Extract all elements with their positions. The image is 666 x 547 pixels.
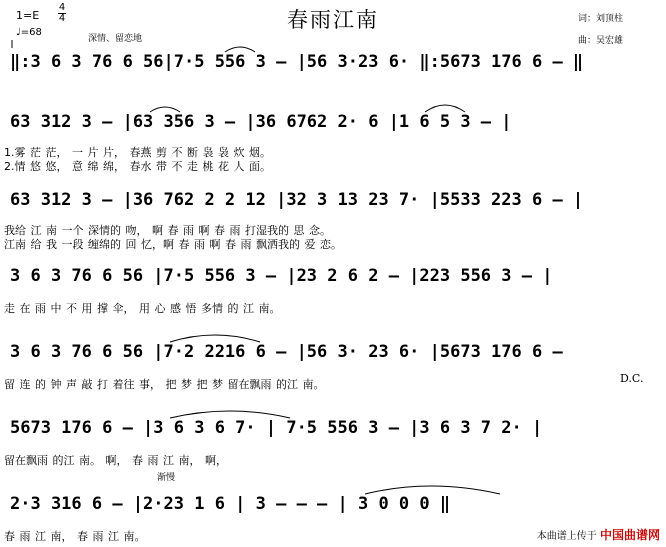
lyric-row-6: 留在飘雨 的江 南。 啊， 春 雨 江 南， 啊， [4,454,227,467]
score-row-7: 2·3 316 6 – |2·23 1 6 | 3 – – – | 3 0 0 0 ‖ [10,494,451,514]
time-signature [58,3,66,24]
site-watermark: 本曲谱上传于 中国曲谱网 [536,528,660,542]
score-row-6: 5673 176 6 – |3 6 3 6 7· | 7·5 556 3 – |3 6 3 7 2· | [10,418,543,438]
ritardando-marking: 渐慢 [157,473,176,483]
score-row-4: 3 6 3 76 6 56 |7·5 556 3 – |23 2 6 2 – |223 556 3 – | [10,266,553,286]
lyric-row-5: 留 连 的 钟 声 敲 打 着往 事， 把 梦 把 梦 留在飘雨 的江 南。 [4,378,325,391]
lyric-row-4: 走 在 雨 中 不 用 撑 伞， 用 心 感 悟 多情 的 江 南。 [4,302,281,315]
dc-marking: D.C. [620,372,644,385]
tempo-marking: ♩=68 [16,27,42,38]
score-row-3: 63 312 3 – |36 762 2 2 12 |32 3 13 23 7· |5533 223 6 – | [10,190,584,210]
lyric-row-7: 春 雨 江 南， 春 雨 江 南。 [4,530,146,543]
site-logo-text: 中国曲谱网 [599,528,660,542]
lyric-verse2-row-2: 2.情 悠 悠， 意 绵 绵， 春水 带 不 走 桃 花 人 面。 [4,160,271,173]
song-title: 春雨江南 [287,8,379,32]
time-signature-bottom: 4 [58,13,66,24]
time-signature-top: 4 [58,2,66,13]
slur [365,486,500,494]
quarter-note-icon: ♩ [16,27,21,38]
slur [170,335,260,342]
lyric-verse1-row-2: 1.雾 茫 茫， 一 片 片， 春燕 剪 不 断 袅 袅 炊 烟。 [4,146,271,159]
key-signature: 1=E [16,9,40,22]
score-row-1: ‖:3 6 3 76 6 56|7·5 556 3 – |56 3·23 6· ‖:5673 176 6 – ‖ [10,52,584,72]
slur [425,105,465,112]
score-row-5: 3 6 3 76 6 56 |7·2 2216 6 – |56 3· 23 6· |5673 176 6 – [10,342,563,362]
expression-marking: 深情、留恋地 [88,34,143,44]
slur [170,411,290,418]
lyricist-credit: 词：刘顶柱 [578,14,624,24]
lyric-verse2-row-3: 江南 给 我 一段 缠绵的 回 忆，啊 春 雨 啊 春 雨 飘洒我的 爱 恋。 [4,238,342,251]
composer-credit: 曲：吴宏雄 [578,36,624,46]
lyric-verse1-row-3: 我给 江 南 一个 深情的 吻， 啊 春 雨 啊 春 雨 打湿我的 思 念。 [4,224,331,237]
score-row-2: 63 312 3 – |63 356 3 – |36 6762 2· 6 |1 6 5 3 – | [10,112,512,132]
